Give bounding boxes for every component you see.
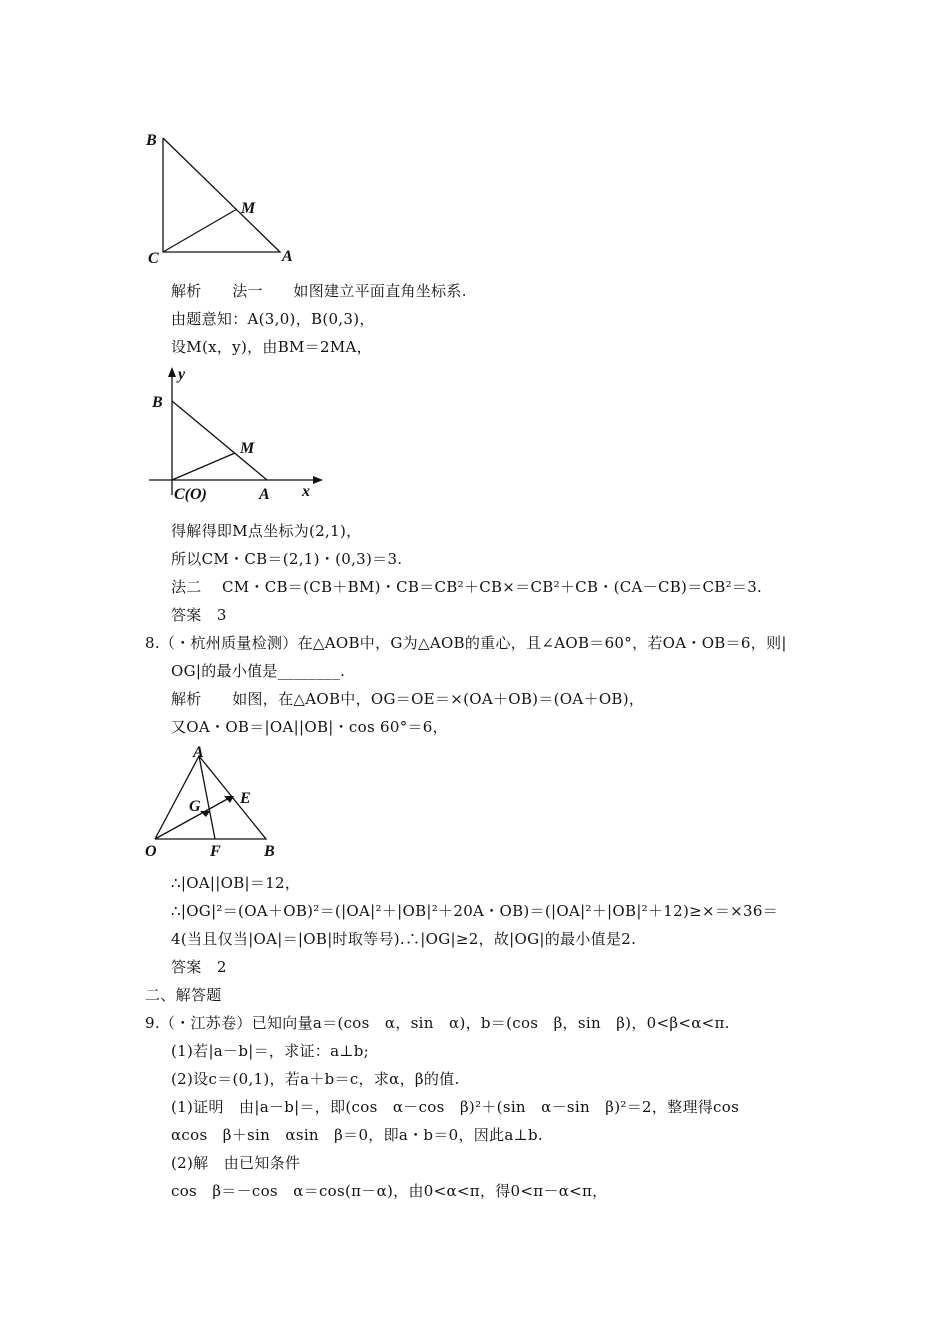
label-b: B [152, 394, 163, 411]
figure-triangle-bcm [140, 128, 293, 268]
given-points: 由题意知：A(3,0)，B(0,3)， [171, 310, 375, 328]
label-x: x [302, 483, 310, 500]
solution-8-product: ∴|OA||OB|＝12， [171, 874, 301, 892]
label-co: C(O) [174, 486, 207, 503]
proof-part1: (1)证明 由|a－b|＝，即(cos α－cos β)²＋(sin α－sin β)²＝2，整理得cos [171, 1098, 740, 1116]
solution-8-conclusion: 4(当且仅当|OA|＝|OB|时取等号).∴|OG|≥2，故|OG|的最小值是2. [171, 930, 637, 948]
label-a: A [282, 248, 293, 265]
proof-part1-cont: αcos β＋sin αsin β＝0，即a・b＝0，因此a⊥b. [171, 1126, 543, 1144]
label-b: B [264, 843, 275, 860]
figure-coordinate-system [145, 365, 330, 505]
m-coordinates: 得解得即M点坐标为(2,1)， [171, 522, 362, 540]
segment-cm [163, 209, 237, 252]
label-f: F [210, 843, 221, 860]
label-o: O [145, 843, 157, 860]
label-a: A [259, 486, 270, 503]
solution-part2: (2)解 由已知条件 [171, 1154, 301, 1172]
label-m: M [241, 200, 256, 217]
solution-8-inequality: ∴|OG|²＝(OA＋OB)²＝(|OA|²＋|OB|²＋20A・OB)＝(|OA|²＋|OB|²＋12)≥×＝×36＝ [171, 902, 779, 920]
answer-7: 答案 3 [171, 606, 227, 624]
solution-8-cont: 又OA・OB＝|OA||OB|・cos 60°＝6， [171, 718, 448, 736]
label-y: y [178, 366, 186, 383]
label-c: C [148, 250, 159, 267]
y-axis-arrow [168, 367, 176, 377]
segment-af [199, 756, 215, 839]
triangle-outline [163, 138, 280, 252]
question-9-part2: (2)设c＝(0,1)，若a＋b＝c，求α，β的值. [171, 1070, 460, 1088]
figure-triangle-aob [140, 745, 290, 865]
solution-method-one: 解析 法一 如图建立平面直角坐标系. [171, 282, 467, 300]
set-point-m: 设M(x，y)，由BM＝2MA， [171, 338, 372, 356]
label-b: B [146, 132, 157, 149]
label-e: E [240, 790, 251, 807]
label-m: M [240, 440, 255, 457]
question-8-cont: OG|的最小值是________. [171, 662, 346, 680]
answer-8: 答案 2 [171, 958, 227, 976]
question-8: 8.（・杭州质量检测）在△AOB中，G为△AOB的重心，且∠AOB＝60°，若OA・OB＝6，则| [145, 634, 787, 652]
solution-method-two: 法二 CM・CB＝(CB＋BM)・CB＝CB²＋CB×＝CB²＋CB・(CA－CB)＝CB²＝3. [171, 578, 763, 596]
dot-product-result: 所以CM・CB＝(2,1)・(0,3)＝3. [171, 550, 403, 568]
x-axis-arrow [313, 476, 323, 484]
solution-8: 解析 如图，在△AOB中，OG＝OE＝×(OA＋OB)＝(OA＋OB)， [171, 690, 645, 708]
solution-part2-cont: cos β＝－cos α＝cos(π－α)，由0<α<π，得0<π－α<π， [171, 1182, 608, 1200]
question-9-part1: (1)若|a－b|＝，求证：a⊥b; [171, 1042, 370, 1060]
label-g: G [189, 798, 201, 815]
label-a: A [193, 744, 204, 761]
question-9: 9.（・江苏卷）已知向量a＝(cos α，sin α)，b＝(cos β，sin β)，0<β<α<π. [145, 1014, 730, 1032]
segment-om [172, 453, 235, 480]
section-heading: 二、解答题 [145, 986, 222, 1004]
